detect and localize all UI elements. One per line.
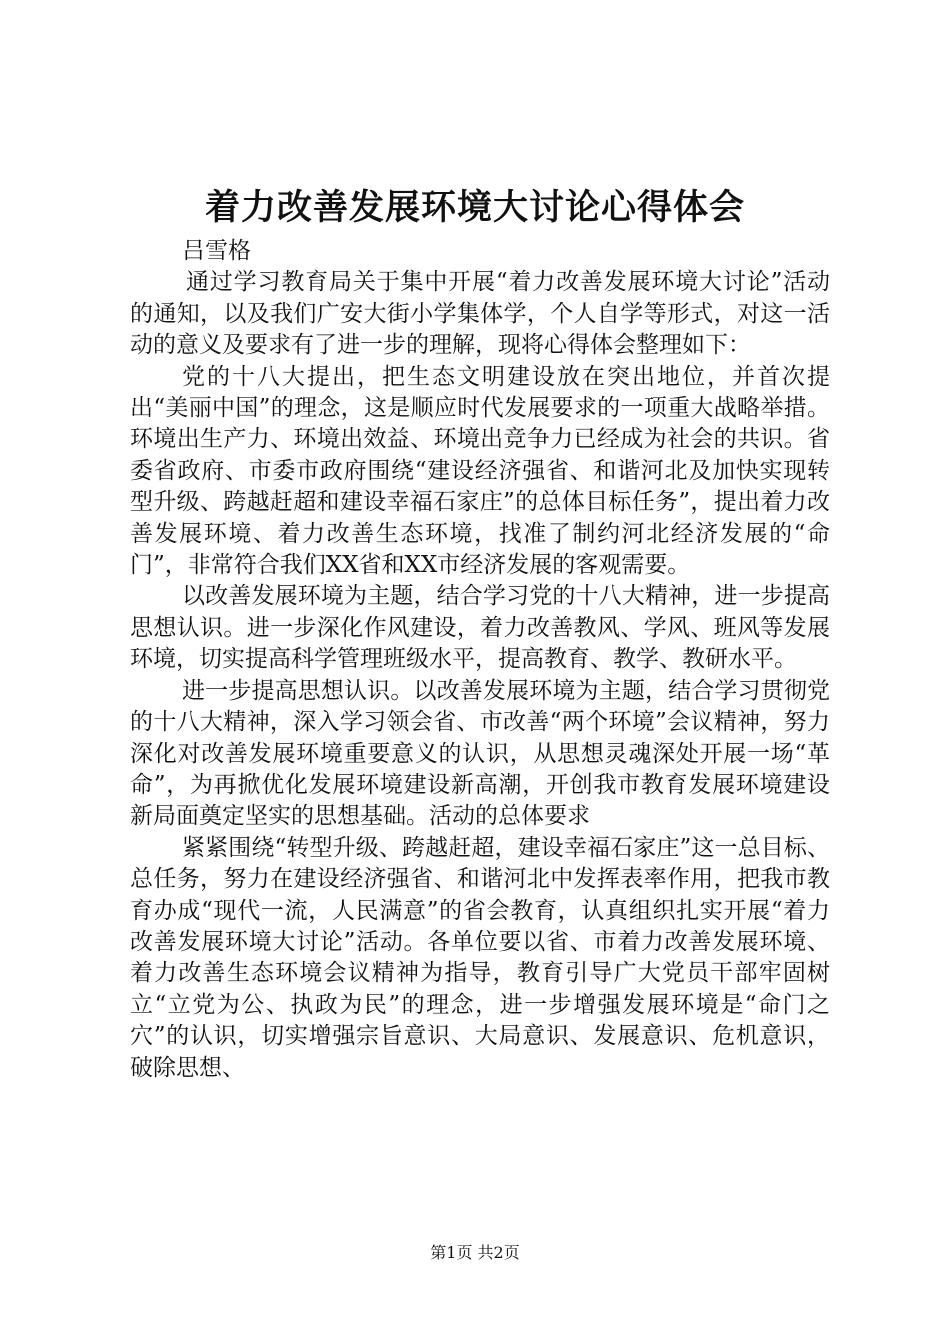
- paragraph-5: 紧紧围绕“转型升级、跨越赶超，建设幸福石家庄”这一总目标、总任务，努力在建设经济强省、和谐河北中发挥表率作用，把我市教育办成“现代一流，人民满意”的省会教育，认真组织扎实开展“着力改善发展环境大讨论”活动。各单位要以省、市着力改善发展环境、着力改善生态环境会议精神为指导，教育引导广大党员干部牢固树立“立党为公、执政为民”的理念，进一步增强发展环境是“命门之穴”的认识，切实增强宗旨意识、大局意识、发展意识、危机意识，破除思想、: [130, 834, 830, 1081]
- paragraph-4: 进一步提高思想认识。以改善发展环境为主题，结合学习贯彻党的十八大精神，深入学习领会省、市改善“两个环境”会议精神，努力深化对改善发展环境重要意义的认识，从思想灵魂深处开展一场“革命”，为再掀优化发展环境建设新高潮，开创我市教育发展环境建设新局面奠定坚实的思想基础。活动的总体要求: [130, 677, 830, 830]
- paragraph-2: 党的十八大提出，把生态文明建设放在突出地位，并首次提出“美丽中国”的理念，这是顺应时代发展要求的一项重大战略举措。环境出生产力、环境出效益、环境出竞争力已经成为社会的共识。省委省政府、市委市政府围绕“建设经济强省、和谐河北及加快实现转型升级、跨越赶超和建设幸福石家庄”的总体目标任务”，提出着力改善发展环境、着力改善生态环境，找准了制约河北经济发展的“命门”，非常符合我们XX省和XX市经济发展的客观需要。: [130, 363, 830, 579]
- document-body: [130, 236, 830, 1084]
- page-footer: 第1页 共2页: [430, 1243, 520, 1262]
- document-title: 着力改善发展环境大讨论心得体会: [204, 188, 745, 228]
- author-name: 吕雪格: [182, 238, 251, 264]
- paragraph-3: 以改善发展环境为主题，结合学习党的十八大精神，进一步提高思想认识。进一步深化作风建设，着力改善教风、学风、班风等发展环境，切实提高科学管理班级水平，提高教育、教学、教研水平。: [130, 583, 830, 673]
- paragraph-1: 通过学习教育局关于集中开展“着力改善发展环境大讨论”活动的通知，以及我们广安大街小学集体学，个人自学等形式，对这一活动的意义及要求有了进一步的理解，现将心得体会整理如下：: [130, 269, 830, 359]
